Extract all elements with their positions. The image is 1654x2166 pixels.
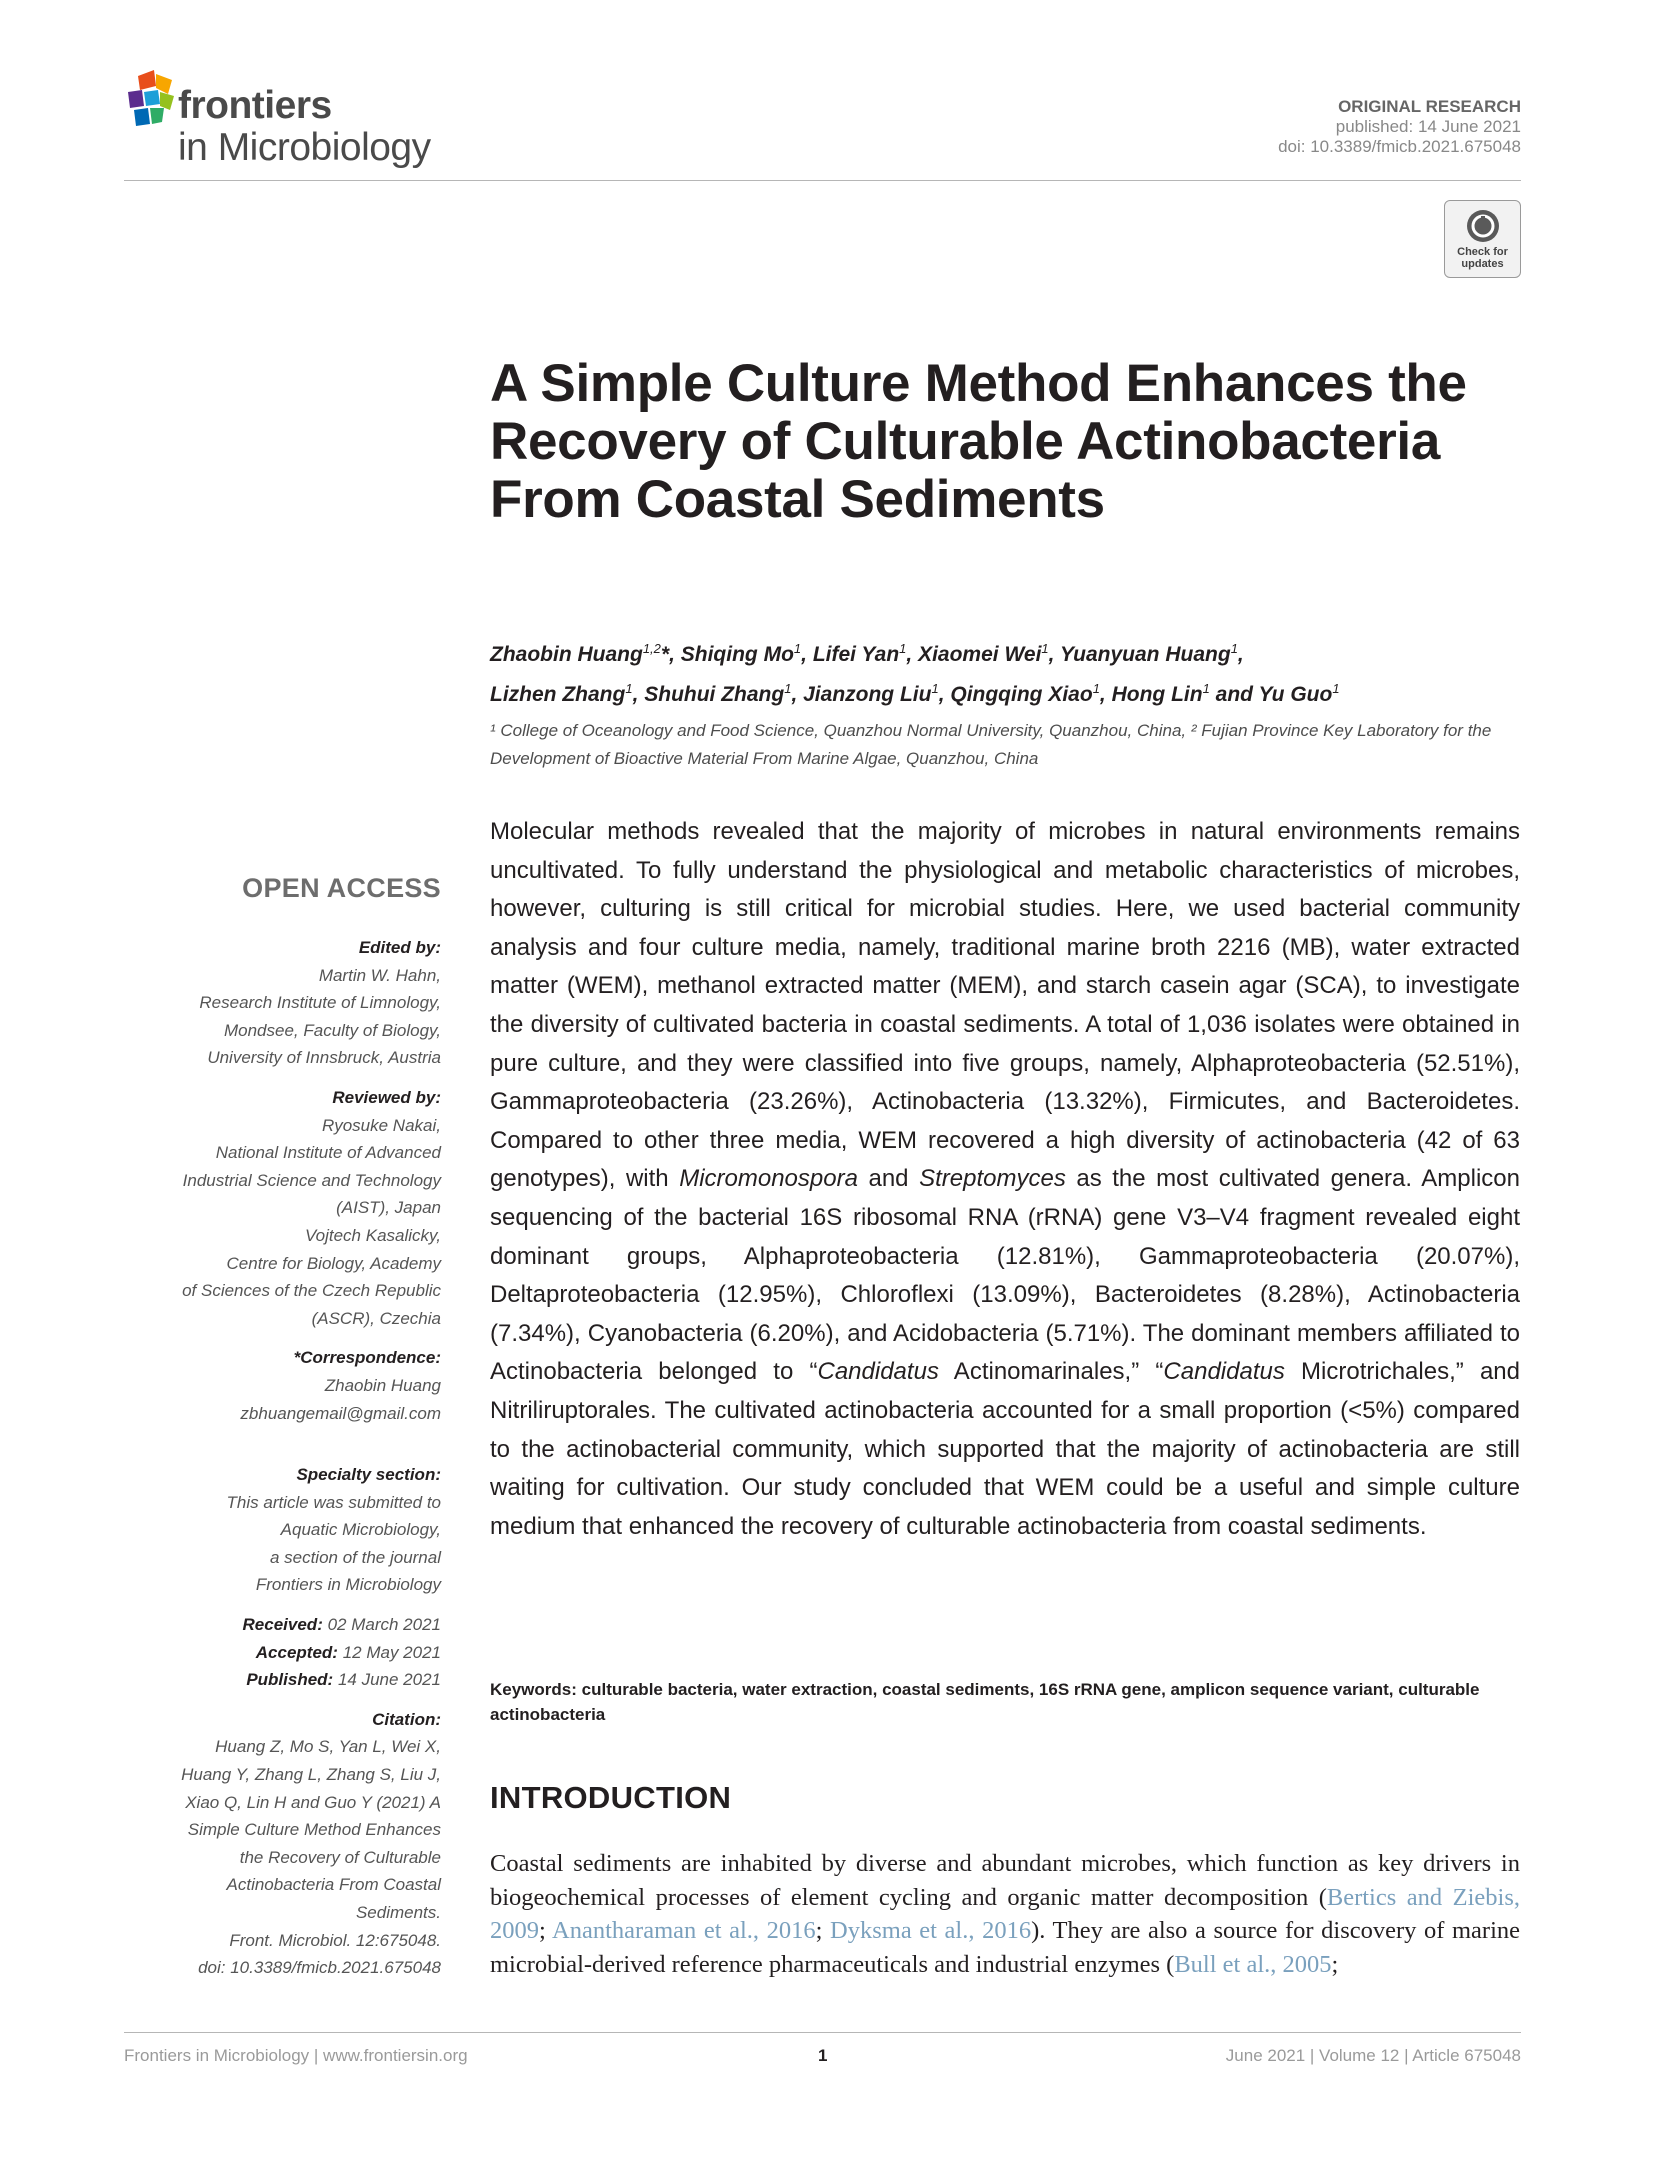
abstract: Molecular methods revealed that the majority of microbes in natural environments remains uncultivated. To fully understand the physiological and metabolic characteristics of microbes, however, culturing is still critical for microbial studies. Here, we used bacterial community analysis and four culture media, namely, traditional marine broth 2216 (MB), water extracted matter (WEM), methanol extracted matter (MEM), and starch casein agar (SCA), to investigate the diversity of cultivated bacteria in coastal sediments. A total of 1,036 isolates were obtained in pure culture, and they were classified into five groups, namely, Alphaproteobacteria (52.51%), Gammaproteobacteria (23.26%), Actinobacteria (13.32%), Firmicutes, and Bacteroidetes. Compared to other three media, WEM recovered a high diversity of actinobacteria (42 of 63 genotypes), with Micromonospora and Streptomyces as the most cultivated genera. Amplicon sequencing of the bacterial 16S ribosomal RNA (rRNA) gene V3–V4 fragment revealed eight dominant groups, Alphaproteobacteria (12.81%), Gammaproteobacteria (20.07%), Deltaproteobacteria (12.95%), Chloroflexi (13.09%), Bacteroidetes (8.28%), Actinobacteria (7.34%), Cyanobacteria (6.20%), and Acidobacteria (5.71%). The dominant members affiliated to Actinobacteria belonged to “Candidatus Actinomarinales,” “Candidatus Microtrichales,” and Nitriliruptorales. The cultivated actinobacteria accounted for a small proportion (<5%) compared to the actinobacterial community, which supported that the majority of actinobacteria are still waiting for cultivation. Our study concluded that WEM could be a useful and simple culture medium that enhanced the recovery of culturable actinobacteria from coastal sediments. bbox=[490, 818, 1520, 1540]
citation-line: Front. Microbiol. 12:675048. bbox=[229, 1930, 441, 1950]
article-meta bbox=[1278, 97, 1521, 157]
check-updates-label-1: Check for bbox=[1457, 246, 1508, 258]
citation-doi[interactable]: doi: 10.3389/fmicb.2021.675048 bbox=[198, 1958, 441, 1978]
reviewer-line: of Sciences of the Czech Republic bbox=[182, 1281, 441, 1301]
citation-link[interactable]: Anantharaman et al., 2016 bbox=[552, 1917, 816, 1944]
specialty-line: Frontiers in Microbiology bbox=[255, 1575, 441, 1595]
author-name[interactable]: Shuhui Zhang bbox=[644, 683, 785, 706]
check-updates-icon bbox=[1465, 208, 1501, 244]
author-name[interactable]: Xiaomei Wei bbox=[918, 643, 1042, 666]
reviewer-line: National Institute of Advanced bbox=[215, 1143, 441, 1163]
author-name[interactable]: Hong Lin bbox=[1111, 683, 1203, 706]
keywords: Keywords: culturable bacteria, water extraction, coastal sediments, 16S rRNA gene, amplicon sequence variant, culturable actinobacteria bbox=[490, 1680, 1480, 1724]
editor-line: University of Innsbruck, Austria bbox=[207, 1048, 441, 1068]
accepted-date: Accepted: 12 May 2021 bbox=[255, 1642, 441, 1662]
article-type: ORIGINAL RESEARCH bbox=[1338, 97, 1521, 116]
citation-link[interactable]: Bull et al., 2005 bbox=[1174, 1950, 1332, 1978]
specialty-heading: Specialty section: bbox=[296, 1465, 441, 1485]
editor-line: Mondsee, Faculty of Biology, bbox=[223, 1020, 441, 1040]
citation-heading: Citation: bbox=[372, 1709, 441, 1729]
author-name[interactable]: Zhaobin Huang bbox=[490, 643, 643, 666]
citation-line: the Recovery of Culturable bbox=[239, 1847, 441, 1867]
open-access-label: OPEN ACCESS bbox=[242, 873, 441, 903]
published-date: published: 14 June 2021 bbox=[1335, 117, 1521, 136]
citation-link[interactable]: Dyksma et al., 2016 bbox=[830, 1917, 1032, 1944]
journal-name-top: frontiers bbox=[178, 84, 332, 127]
citation-line: Huang Z, Mo S, Yan L, Wei X, bbox=[215, 1737, 441, 1757]
published-date-sidebar: Published: 14 June 2021 bbox=[246, 1670, 441, 1690]
author-name[interactable]: Yu Guo bbox=[1258, 683, 1333, 706]
author-name[interactable]: Qingqing Xiao bbox=[950, 683, 1093, 706]
author-name[interactable]: Jianzong Liu bbox=[803, 683, 932, 706]
reviewer-line: (ASCR), Czechia bbox=[311, 1308, 441, 1328]
reviewer-line: (AIST), Japan bbox=[336, 1198, 441, 1218]
citation-line: Huang Y, Zhang L, Zhang S, Liu J, bbox=[181, 1765, 441, 1785]
reviewer-line: Vojtech Kasalicky, bbox=[304, 1225, 441, 1245]
footer-journal-site[interactable]: Frontiers in Microbiology | www.frontiersin.org bbox=[124, 2046, 468, 2065]
article-title: A Simple Culture Method Enhances the Recovery of Culturable Actinobacteria From Coastal Sediments bbox=[490, 354, 1467, 529]
citation-link[interactable]: Bertics and Ziebis, 2009 bbox=[490, 1883, 1520, 1944]
reviewer-line: Ryosuke Nakai, bbox=[321, 1115, 441, 1135]
citation-line: Xiao Q, Lin H and Guo Y (2021) A bbox=[185, 1792, 441, 1812]
reviewer-line: Centre for Biology, Academy bbox=[226, 1253, 441, 1273]
received-date: Received: 02 March 2021 bbox=[242, 1615, 441, 1635]
author-name[interactable]: Yuanyuan Huang bbox=[1059, 643, 1231, 666]
affiliations: ¹ College of Oceanology and Food Science, Quanzhou Normal University, Quanzhou, China, ² Fujian Province Key Laboratory for the Development of Bioactive Material From Marine Algae, Quanzhou, China bbox=[490, 721, 1492, 768]
reviewer-line: Industrial Science and Technology bbox=[182, 1170, 441, 1190]
correspondence-heading: *Correspondence: bbox=[293, 1348, 441, 1368]
citation-line: Simple Culture Method Enhances bbox=[187, 1820, 441, 1840]
editor-line: Martin W. Hahn, bbox=[318, 965, 441, 985]
footer-issue-info: June 2021 | Volume 12 | Article 675048 bbox=[1225, 2046, 1521, 2065]
section-heading-introduction: INTRODUCTION bbox=[490, 1780, 732, 1815]
doi-link[interactable]: doi: 10.3389/fmicb.2021.675048 bbox=[1278, 137, 1521, 156]
specialty-line: a section of the journal bbox=[269, 1547, 441, 1567]
correspondence-email[interactable]: zbhuangemail@gmail.com bbox=[240, 1403, 441, 1423]
specialty-line: Aquatic Microbiology, bbox=[280, 1520, 441, 1540]
author-name[interactable]: Lizhen Zhang bbox=[490, 683, 626, 706]
header-divider bbox=[124, 180, 1521, 181]
introduction-paragraph: Coastal sediments are inhabited by diverse and abundant microbes, which function as key drivers in biogeochemical processes of element cycling and organic matter decomposition (Bertics and Ziebis, 2009; Anantharaman et al., 2016; Dyksma et al., 2016). They are also a source for discovery of marine microbial-derived reference pharmaceuticals and industrial enzymes (Bull et al., 2005; bbox=[490, 1850, 1520, 1978]
author-list: Zhaobin Huang$^{1,2}$*, Shiqing Mo$^1$, Lifei Yan$^1$, Xiaomei Wei$^1$, Yuanyuan Huang$^1$, Lizhen Zhang$^1$, Shuhui Zhang$^1$, Jianzong Liu$^1$, Qingqing Xiao$^1$, Hong Lin$^1$ and Yu Guo$^1$ bbox=[490, 641, 1340, 706]
author-name[interactable]: Lifei Yan bbox=[812, 643, 900, 666]
check-updates-label-2: updates bbox=[1461, 258, 1504, 270]
check-for-updates-badge[interactable] bbox=[1444, 200, 1521, 278]
edited-by-heading: Edited by: bbox=[358, 938, 441, 957]
citation-line: Actinobacteria From Coastal bbox=[226, 1875, 441, 1895]
author-name[interactable]: Shiqing Mo bbox=[680, 643, 794, 666]
footer-divider bbox=[124, 2032, 1521, 2033]
page-number: 1 bbox=[818, 2046, 828, 2065]
editor-line: Research Institute of Limnology, bbox=[199, 993, 441, 1013]
frontiers-logo-icon bbox=[124, 70, 184, 132]
reviewed-by-heading: Reviewed by: bbox=[332, 1087, 441, 1107]
citation-line: Sediments. bbox=[355, 1903, 441, 1922]
journal-name-bottom: in Microbiology bbox=[178, 126, 431, 169]
sidebar-editorial bbox=[124, 934, 441, 1982]
specialty-line: This article was submitted to bbox=[226, 1492, 441, 1512]
correspondence-name: Zhaobin Huang bbox=[324, 1375, 441, 1395]
